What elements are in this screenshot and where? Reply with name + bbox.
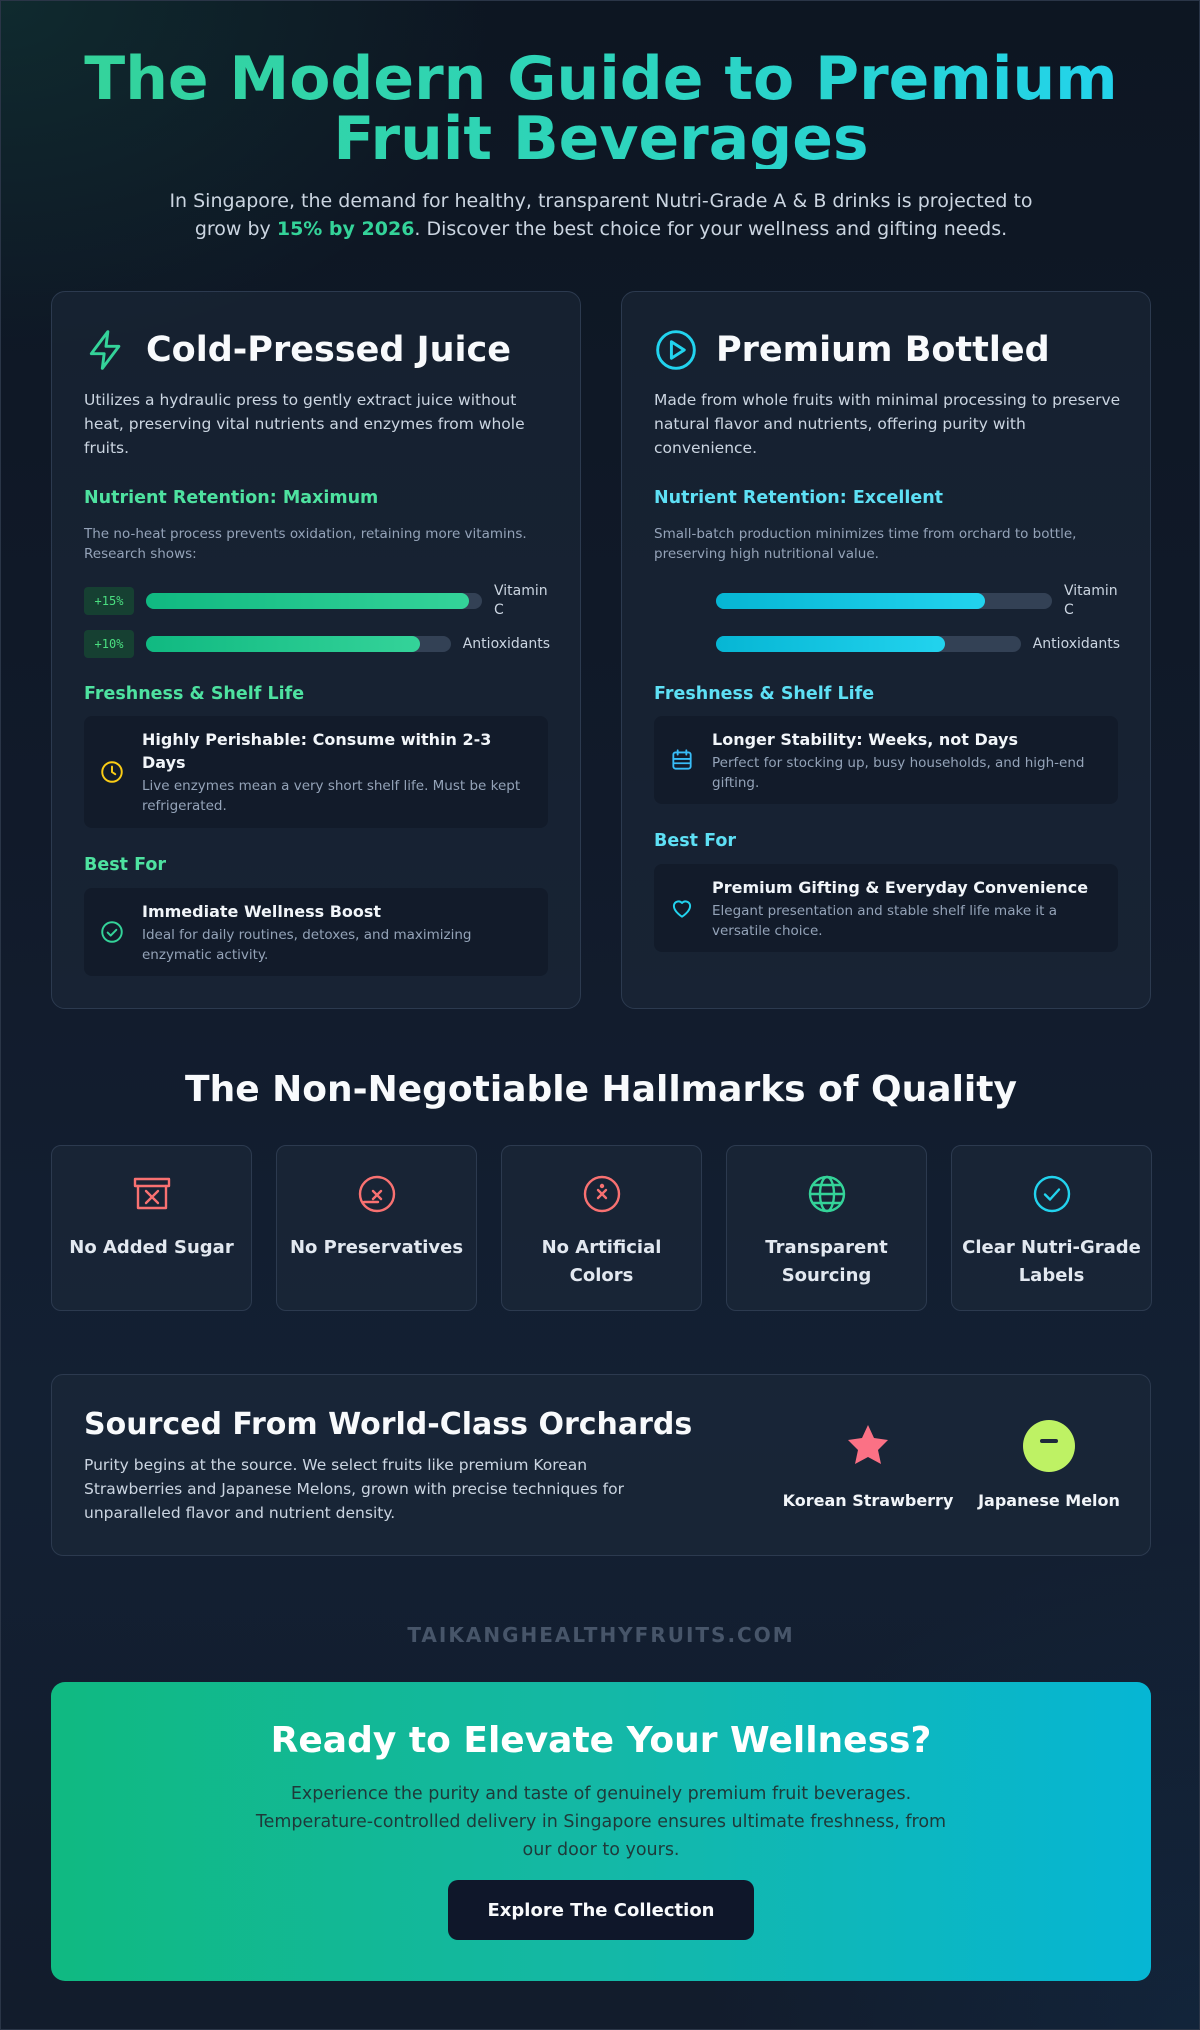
subtitle-highlight: 15% by 2026 (276, 218, 415, 240)
freshness-box (84, 716, 548, 828)
freshness-heading: Freshness & Shelf Life (84, 684, 305, 704)
card-description: Utilizes a hydraulic press to gently extract juice without heat, preserving vital nutrients and enzymes from whole fruits. (84, 391, 525, 457)
progress-fill (146, 593, 469, 609)
progress-fill (716, 593, 985, 609)
hallmark-no-sugar (51, 1145, 252, 1311)
card-header (654, 328, 1050, 372)
cta-title: Ready to Elevate Your Wellness? (270, 1720, 932, 1761)
increase-badge: +15% (84, 587, 134, 615)
orchards-title: Sourced From World-Class Orchards (84, 1407, 693, 1442)
orchards-section (51, 1374, 1151, 1556)
best-for-box (84, 888, 548, 976)
no-sugar-icon (130, 1172, 174, 1216)
retention-text: The no-heat process prevents oxidation, retaining more vitamins. Research shows: (84, 526, 527, 562)
hallmark-no-preservatives (276, 1145, 477, 1311)
clock-icon (99, 759, 125, 785)
page-title (61, 44, 1141, 174)
hallmark-transparent-sourcing (726, 1145, 927, 1311)
progress-track (716, 593, 1052, 609)
fruit-label: Korean Strawberry (782, 1491, 954, 1510)
orchards-text: Purity begins at the source. We select fruits like premium Korean Strawberries and Japanese Melons, grown with precise techniques for unparalleled flavor and nutrient density. (84, 1456, 624, 1522)
bar-row-antioxidants (84, 630, 550, 658)
subtitle-text: In Singapore, the demand for healthy, transparent Nutri-Grade A & B drinks is projected to grow by (169, 190, 1033, 240)
no-colors-icon (580, 1172, 624, 1216)
check-circle-icon (1030, 1172, 1074, 1216)
page-subtitle (151, 187, 1051, 243)
progress-track (146, 636, 451, 652)
bar-row-vitamin-c (84, 582, 550, 620)
hallmark-label: No Added Sugar (69, 1237, 234, 1258)
bar-row-vitamin-c (654, 582, 1120, 620)
card-title: Premium Bottled (716, 330, 1050, 370)
heart-icon (669, 895, 695, 921)
best-for-title: Immediate Wellness Boost (142, 901, 382, 921)
play-circle-icon (654, 328, 698, 372)
retention-text: Small-batch production minimizes time from orchard to bottle, preserving high nutritional value. (654, 526, 1077, 562)
increase-badge: +10% (84, 630, 134, 658)
bar-label: Antioxidants (462, 635, 550, 652)
subtitle-text-end: . Discover the best choice for your wellness and gifting needs. (414, 218, 1008, 240)
cta-banner (51, 1682, 1151, 1981)
card-description: Made from whole fruits with minimal processing to preserve natural flavor and nutrients, offering purity with convenience. (654, 391, 1121, 457)
site-domain: TAIKANGHEALTHYFRUITS.COM (407, 1623, 795, 1647)
bar-label: Vitamin C (494, 583, 548, 618)
hallmark-label: No Artificial Colors (541, 1237, 662, 1286)
progress-fill (146, 636, 420, 652)
bar-row-antioxidants (654, 630, 1120, 658)
progress-track (716, 636, 1021, 652)
calendar-icon (669, 747, 695, 773)
no-preservatives-icon (355, 1172, 399, 1216)
freshness-box (654, 716, 1118, 804)
bar-label: Antioxidants (1032, 635, 1120, 652)
melon-icon (1022, 1419, 1076, 1473)
freshness-heading: Freshness & Shelf Life (654, 684, 875, 704)
hallmark-label: Clear Nutri-Grade Labels (962, 1237, 1141, 1286)
best-for-text: Ideal for daily routines, detoxes, and maximizing enzymatic activity. (142, 926, 472, 963)
retention-heading: Nutrient Retention: Maximum (84, 488, 379, 508)
hallmark-label: No Preservatives (289, 1237, 464, 1258)
strawberry-icon (841, 1419, 895, 1473)
best-for-box (654, 864, 1118, 952)
check-circle-icon (99, 919, 125, 945)
card-title: Cold-Pressed Juice (146, 330, 512, 370)
premium-bottled-card (621, 291, 1151, 1009)
best-for-heading: Best For (654, 831, 736, 851)
freshness-text: Live enzymes mean a very short shelf life. Must be kept refrigerated. (142, 778, 521, 814)
lightning-icon (84, 328, 128, 372)
cta-text: Experience the purity and taste of genuinely premium fruit beverages. Temperature-controlled delivery in Singapore ensures ultimate freshness, from our door to yours. (255, 1784, 947, 1860)
fruit-korean-strawberry (782, 1419, 954, 1510)
freshness-title: Longer Stability: Weeks, not Days (712, 729, 1018, 749)
cold-pressed-card (51, 291, 581, 1009)
hallmark-label: Transparent Sourcing (765, 1237, 888, 1286)
title-line-1: The Modern Guide to Premium (84, 44, 1118, 114)
freshness-title: Highly Perishable: Consume within 2-3 Days (142, 730, 492, 772)
card-header (84, 328, 511, 372)
progress-track (146, 593, 482, 609)
best-for-title: Premium Gifting & Everyday Convenience (712, 877, 1089, 897)
explore-collection-button[interactable]: Explore The Collection (448, 1880, 754, 1940)
bar-label: Vitamin C (1064, 583, 1118, 618)
hallmark-nutri-grade (951, 1145, 1152, 1311)
fruit-japanese-melon (974, 1419, 1124, 1510)
fruit-label: Japanese Melon (978, 1491, 1120, 1510)
title-line-2: Fruit Beverages (333, 104, 869, 174)
globe-icon (805, 1172, 849, 1216)
best-for-heading: Best For (84, 855, 166, 875)
freshness-text: Perfect for stocking up, busy households, and high-end gifting. (712, 754, 1085, 791)
hallmarks-title: The Non-Negotiable Hallmarks of Quality (185, 1069, 1017, 1110)
progress-fill (716, 636, 945, 652)
retention-heading: Nutrient Retention: Excellent (654, 488, 944, 508)
hallmark-no-colors (501, 1145, 702, 1311)
best-for-text: Elegant presentation and stable shelf life make it a versatile choice. (712, 902, 1058, 939)
